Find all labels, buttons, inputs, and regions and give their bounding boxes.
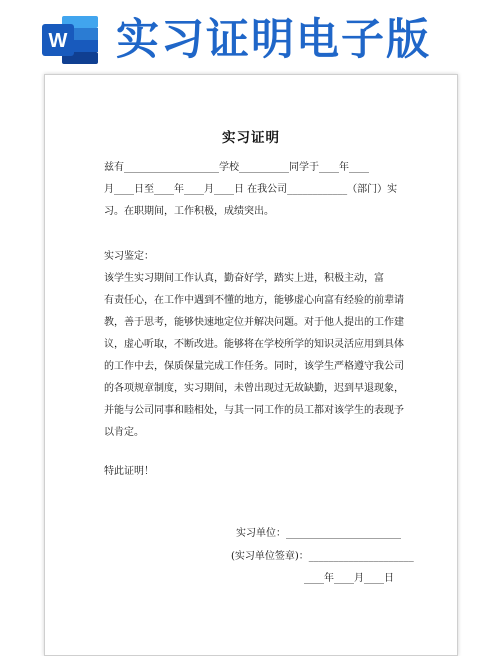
document-line: 习。在职期间，工作积极，成绩突出。: [104, 206, 274, 217]
closing-line: 特此证明！: [104, 466, 154, 477]
section-heading: 实习鉴定：: [104, 251, 154, 262]
document-line: 月____日至____年____月____日 在我公司____________（部门）实: [104, 184, 398, 195]
word-logo-letter: W: [48, 30, 68, 52]
signature-unit: 实习单位：_______________________: [236, 528, 401, 539]
signature-date: ____年____月____日: [304, 573, 394, 584]
document-line: 该学生实习期间工作认真，勤奋好学，踏实上进，积极主动，富: [104, 273, 384, 284]
document-line: 并能与公司同事和睦相处，与其一同工作的员工都对该学生的表现予: [104, 405, 404, 416]
banner: [0, 0, 500, 78]
document-title: 实习证明: [222, 130, 280, 146]
document-line: 教，善于思考，能够快速地定位并解决问题。对于他人提出的工作建: [104, 317, 404, 328]
word-logo-icon: [40, 14, 100, 66]
document-line: 议，虚心听取，不断改进。能够将在学校所学的知识灵活应用到具体: [104, 339, 404, 350]
document-line: 兹有___________________学校__________同学于____年____: [104, 162, 369, 173]
document-line: 以肯定。: [104, 427, 144, 438]
signature-seal: (实习单位签章)：_____________________: [231, 551, 414, 562]
document-line: 的各项规章制度，实习期间，未曾出现过无故缺勤，迟到早退现象，: [104, 383, 404, 394]
document-line: 有责任心，在工作中遇到不懂的地方，能够虚心向富有经验的前辈请: [104, 295, 404, 306]
banner-title: 实习证明电子版: [116, 15, 431, 65]
document-line: 的工作中去，保质保量完成工作任务。同时，该学生严格遵守我公司: [104, 361, 404, 372]
